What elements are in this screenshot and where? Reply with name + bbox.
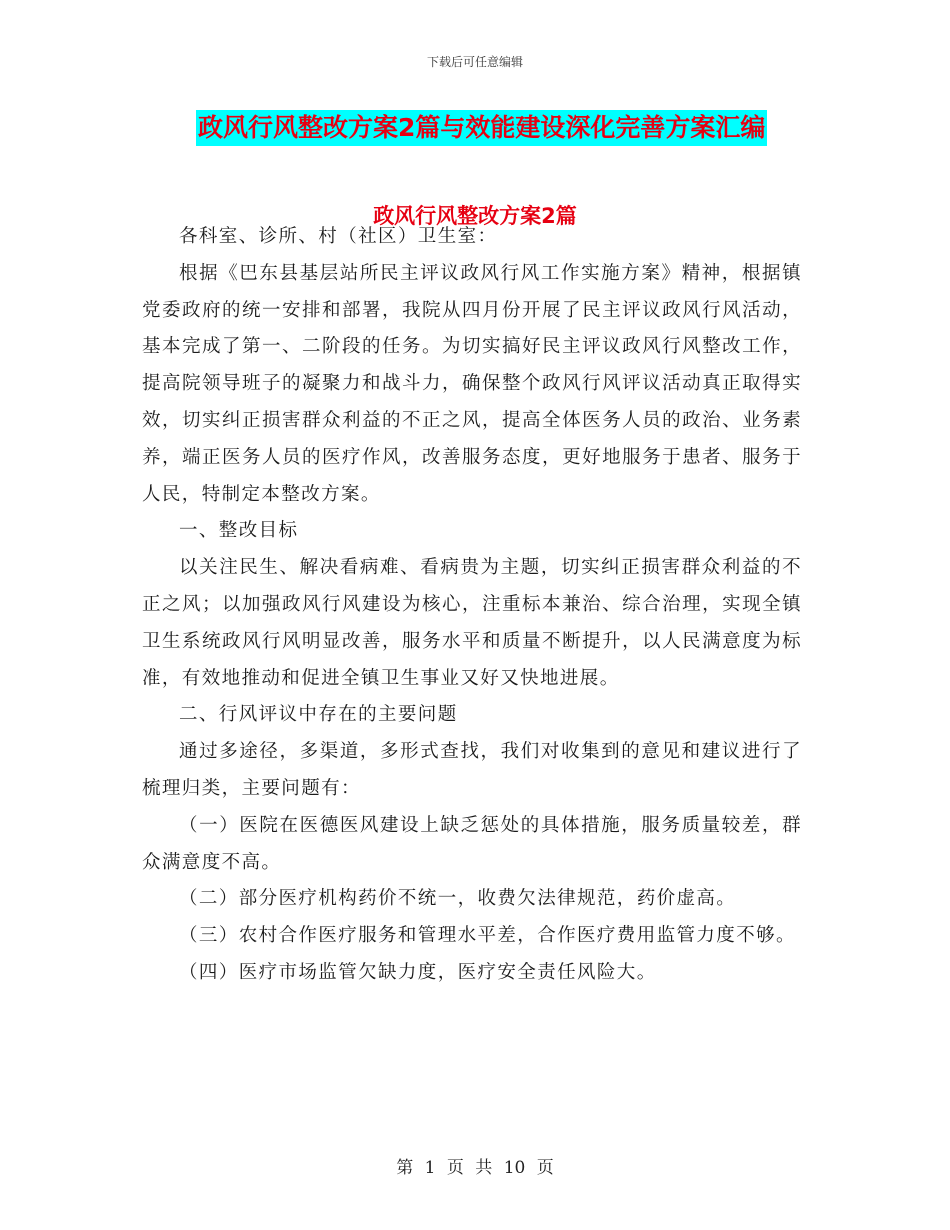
paragraph-salutation: 各科室、诊所、村（社区）卫生室： xyxy=(179,226,498,247)
paragraph: 通过多途径，多渠道，多形式查找，我们对收集到的意见和建议进行了梳理归类，主要问题有： xyxy=(142,741,802,799)
document-title: 政风行风整改方案2篇与效能建设深化完善方案汇编 xyxy=(196,110,767,146)
list-item: （一）医院在医德医风建设上缺乏惩处的具体措施，服务质量较差，群众满意度不高。 xyxy=(142,814,802,873)
page-footer: 第 1 页 共 10 页 xyxy=(396,1158,554,1178)
list-item: （四）医疗市场监管欠缺力度，医疗安全责任风险大。 xyxy=(179,961,657,983)
paragraph: 以关注民生、解决看病难、看病贵为主题，切实纠正损害群众利益的不正之风；以加强政风行风建设为核心，注重标本兼治、综合治理，实现全镇卫生系统政风行风明显改善，服务水平和质量不断提升，以人民满意度为标准，有效地推动和促进全镇卫生事业又好又快地进展。 xyxy=(142,557,802,689)
heading-goal: 一、整改目标 xyxy=(179,520,299,542)
heading-problems: 二、行风评议中存在的主要问题 xyxy=(179,704,458,726)
list-item: （二）部分医疗机构药价不统一，收费欠法律规范，药价虚高。 xyxy=(179,888,737,910)
section-title: 政风行风整改方案2篇 xyxy=(373,204,577,228)
list-item: （三）农村合作医疗服务和管理水平差，合作医疗费用监管力度不够。 xyxy=(179,925,796,947)
document-body xyxy=(142,219,802,992)
paragraph: 根据《巴东县基层站所民主评议政风行风工作实施方案》精神，根据镇党委政府的统一安排和部署，我院从四月份开展了民主评议政风行风活动，基本完成了第一、二阶段的任务。为切实搞好民主评议政风行风整改工作，提高院领导班子的凝聚力和战斗力，确保整个政风行风评议活动真正取得实效，切实纠正损害群众利益的不正之风，提高全体医务人员的政治、业务素养，端正医务人员的医疗作风，改善服务态度，更好地服务于患者、服务于人民，特制定本整改方案。 xyxy=(142,262,802,505)
page-header-note: 下载后可任意编辑 xyxy=(426,55,523,69)
